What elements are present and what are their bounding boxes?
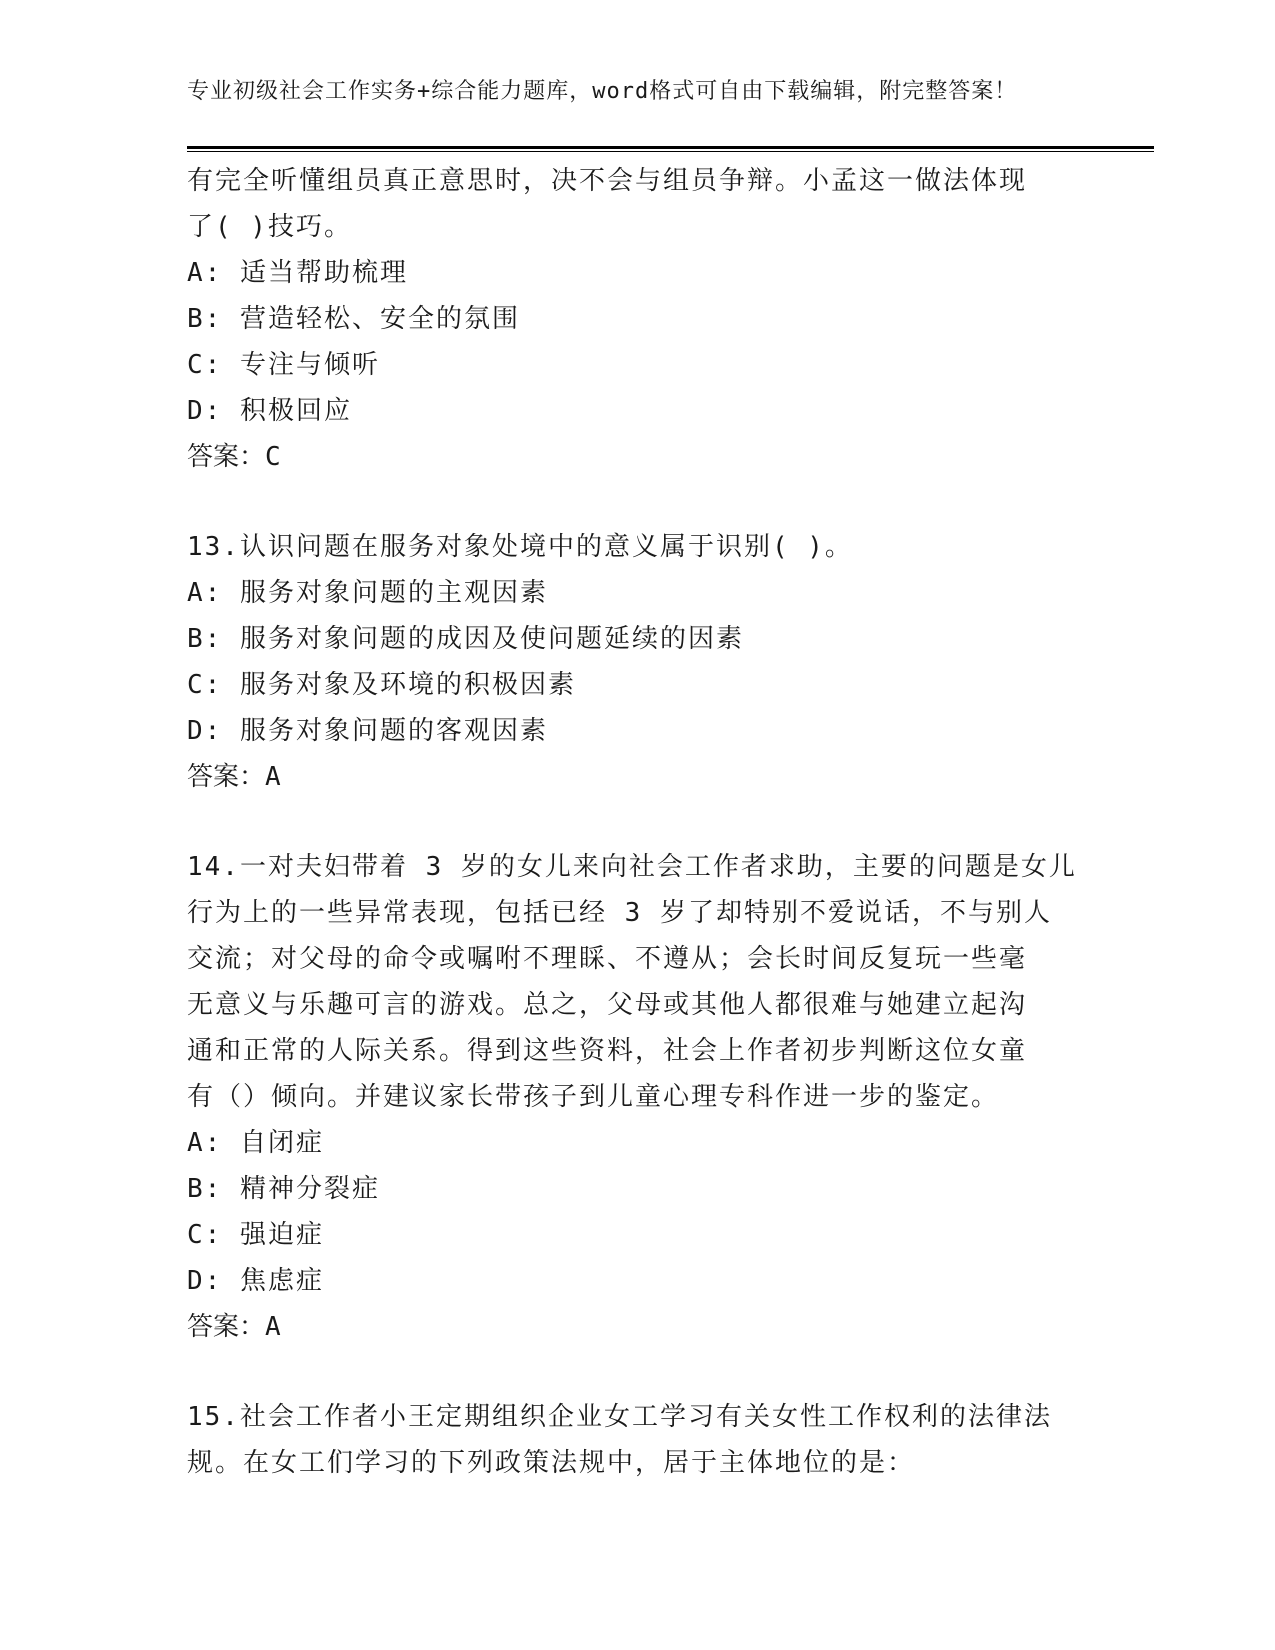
answer-line <box>187 1304 1087 1350</box>
question-stem-line: 15.社会工作者小王定期组织企业女工学习有关女性工作权利的法律法 <box>187 1402 1052 1432</box>
question-block <box>187 1394 1087 1486</box>
option-a: A: 服务对象问题的主观因素 <box>187 578 548 608</box>
option-c: C: 强迫症 <box>187 1220 324 1250</box>
option-d: D: 服务对象问题的客观因素 <box>187 716 548 746</box>
question-content <box>187 158 1087 1486</box>
question-stem-line: 行为上的一些异常表现，包括已经 3 岁了却特别不爱说话，不与别人 <box>187 898 1052 928</box>
question-stem-line: 13.认识问题在服务对象处境中的意义属于识别( )。 <box>187 532 853 562</box>
question-block <box>187 158 1087 480</box>
question-block <box>187 524 1087 800</box>
answer-value: A <box>265 762 281 792</box>
question-stem-line: 有完全听懂组员真正意思时，决不会与组员争辩。小孟这一做法体现 <box>187 166 1028 196</box>
answer-line <box>187 434 1087 480</box>
question-stem-line: 14.一对夫妇带着 3 岁的女儿来向社会工作者求助，主要的问题是女儿 <box>187 852 1077 882</box>
option-d: D: 焦虑症 <box>187 1266 324 1296</box>
option-d: D: 积极回应 <box>187 396 352 426</box>
question-stem-line: 了( )技巧。 <box>187 212 352 242</box>
answer-value: A <box>265 1312 281 1342</box>
question-stem-line: 交流；对父母的命令或嘱咐不理睬、不遵从；会长时间反复玩一些毫 <box>187 944 1028 974</box>
header-rule-thin <box>187 151 1154 152</box>
question-stem-line: 无意义与乐趣可言的游戏。总之，父母或其他人都很难与她建立起沟 <box>187 990 1028 1020</box>
question-stem-line: 有（）倾向。并建议家长带孩子到儿童心理专科作进一步的鉴定。 <box>187 1082 1000 1112</box>
option-b: B: 精神分裂症 <box>187 1174 380 1204</box>
answer-label: 答案： <box>187 762 266 792</box>
answer-value: C <box>265 442 281 472</box>
page-header: 专业初级社会工作实务+综合能力题库，word格式可自由下载编辑，附完整答案！ <box>187 79 1018 104</box>
answer-label: 答案： <box>187 1312 266 1342</box>
option-a: A: 自闭症 <box>187 1128 324 1158</box>
option-c: C: 专注与倾听 <box>187 350 380 380</box>
answer-line <box>187 754 1087 800</box>
header-rule-thick <box>187 146 1154 149</box>
option-b: B: 营造轻松、安全的氛围 <box>187 304 520 334</box>
option-a: A: 适当帮助梳理 <box>187 258 408 288</box>
option-b: B: 服务对象问题的成因及使问题延续的因素 <box>187 624 744 654</box>
question-block <box>187 844 1087 1350</box>
option-c: C: 服务对象及环境的积极因素 <box>187 670 576 700</box>
question-stem-line: 通和正常的人际关系。得到这些资料，社会上作者初步判断这位女童 <box>187 1036 1028 1066</box>
question-stem-line: 规。在女工们学习的下列政策法规中，居于主体地位的是： <box>187 1448 916 1478</box>
answer-label: 答案： <box>187 442 266 472</box>
